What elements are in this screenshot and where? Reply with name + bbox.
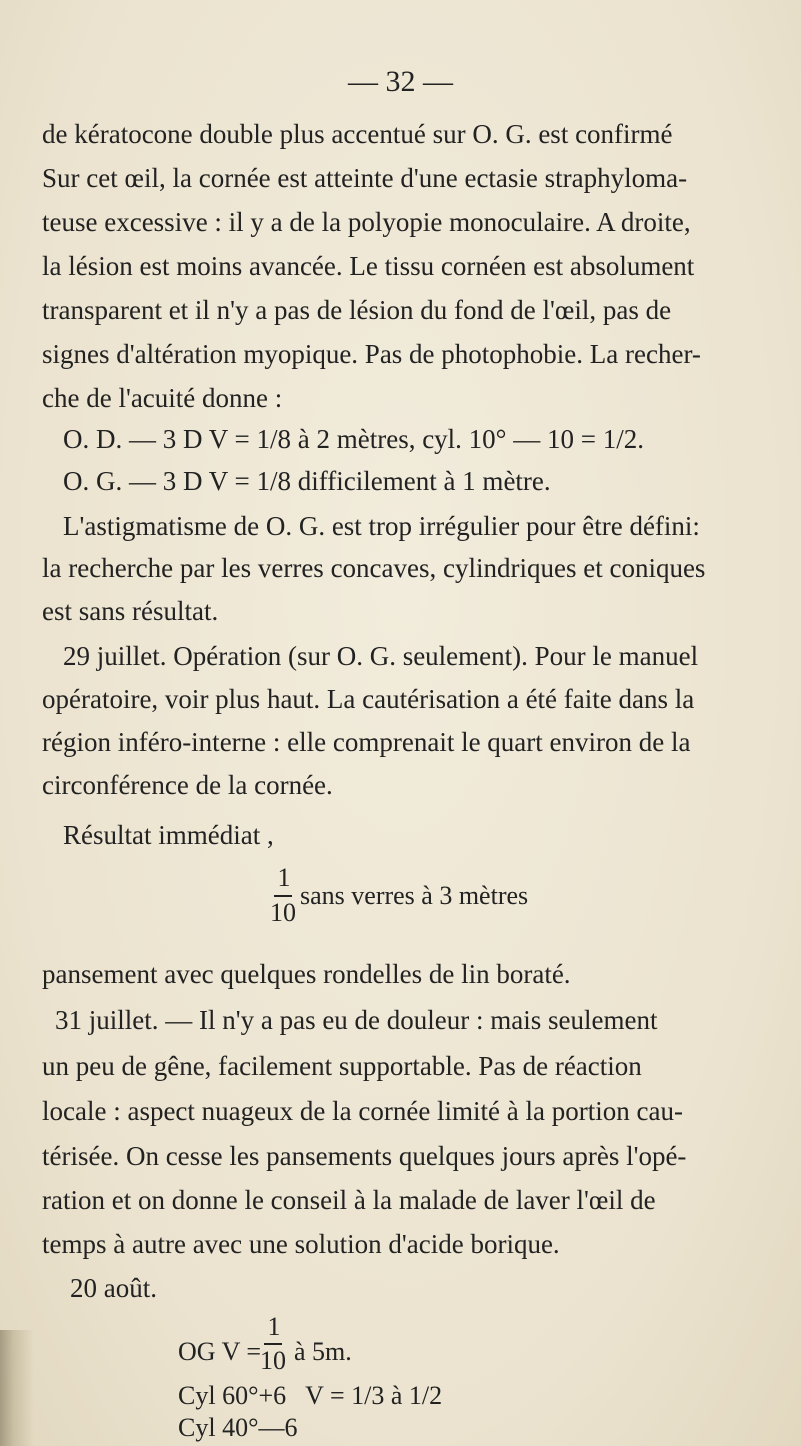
og-prefix: OG V =: [178, 1337, 262, 1366]
text-line: Sur cet œil, la cornée est atteinte d'une ectasie straphyloma-: [42, 163, 688, 193]
cyl-line-2: Cyl 40°—6: [178, 1413, 298, 1442]
text-line: opératoire, voir plus haut. La cautérisation a été faite dans la: [42, 684, 695, 714]
text-line: de kératocone double plus accentué sur O. G. est confirmé: [42, 119, 673, 149]
cyl-line-1: Cyl 60°+6 V = 1/3 à 1/2: [178, 1381, 443, 1410]
og-fraction-bar: [264, 1343, 282, 1345]
text-line: L'astigmatisme de O. G. est trop irrégulier pour être défini:: [63, 511, 700, 541]
acuity-od-line: O. D. — 3 D V = 1/8 à 2 mètres, cyl. 10° — 10 = 1/2.: [63, 424, 644, 454]
text-line: la recherche par les verres concaves, cylindriques et coniques: [42, 553, 706, 583]
text-line: térisée. On cesse les pansements quelques jours après l'opé-: [42, 1141, 687, 1171]
text-line: est sans résultat.: [42, 596, 219, 626]
text-line: teuse excessive : il y a de la polyopie monoculaire. A droite,: [42, 207, 691, 237]
fraction-text: sans verres à 3 mètres: [300, 881, 529, 910]
og-suffix: à 5m.: [294, 1337, 352, 1366]
text-line: signes d'altération myopique. Pas de photophobie. La recher-: [42, 339, 701, 369]
text-line: région inféro-interne : elle comprenait le quart environ de la: [42, 727, 691, 757]
page-edge-shadow: [0, 1330, 34, 1446]
fraction-denominator: 10: [270, 898, 296, 927]
text-line: ration et on donne le conseil à la malade de laver l'œil de: [42, 1185, 656, 1215]
text-line: pansement avec quelques rondelles de lin boraté.: [42, 959, 571, 989]
date-line: 20 août.: [70, 1273, 157, 1303]
text-line: che de l'acuité donne :: [42, 383, 283, 413]
fraction-bar: [274, 895, 292, 897]
text-line: 31 juillet. — Il n'y a pas eu de douleur : mais seulement: [55, 1005, 658, 1035]
result-heading: Résultat immédiat ,: [63, 820, 274, 850]
text-line: temps à autre avec une solution d'acide borique.: [42, 1229, 560, 1259]
og-fraction-numerator: 1: [267, 1312, 281, 1341]
acuity-og-line: O. G. — 3 D V = 1/8 difficilement à 1 mètre.: [63, 466, 551, 496]
text-line: un peu de gêne, facilement supportable. Pas de réaction: [42, 1051, 642, 1081]
og-fraction-denominator: 10: [260, 1346, 286, 1375]
text-line: 29 juillet. Opération (sur O. G. seulement). Pour le manuel: [63, 641, 699, 671]
text-line: locale : aspect nuageux de la cornée limité à la portion cau-: [42, 1096, 683, 1126]
text-line: circonférence de la cornée.: [42, 770, 333, 800]
fraction-numerator: 1: [277, 863, 291, 892]
text-line: la lésion est moins avancée. Le tissu cornéen est absolument: [42, 251, 695, 281]
text-line: transparent et il n'y a pas de lésion du fond de l'œil, pas de: [42, 295, 672, 325]
page-number: — 32 —: [348, 65, 453, 98]
